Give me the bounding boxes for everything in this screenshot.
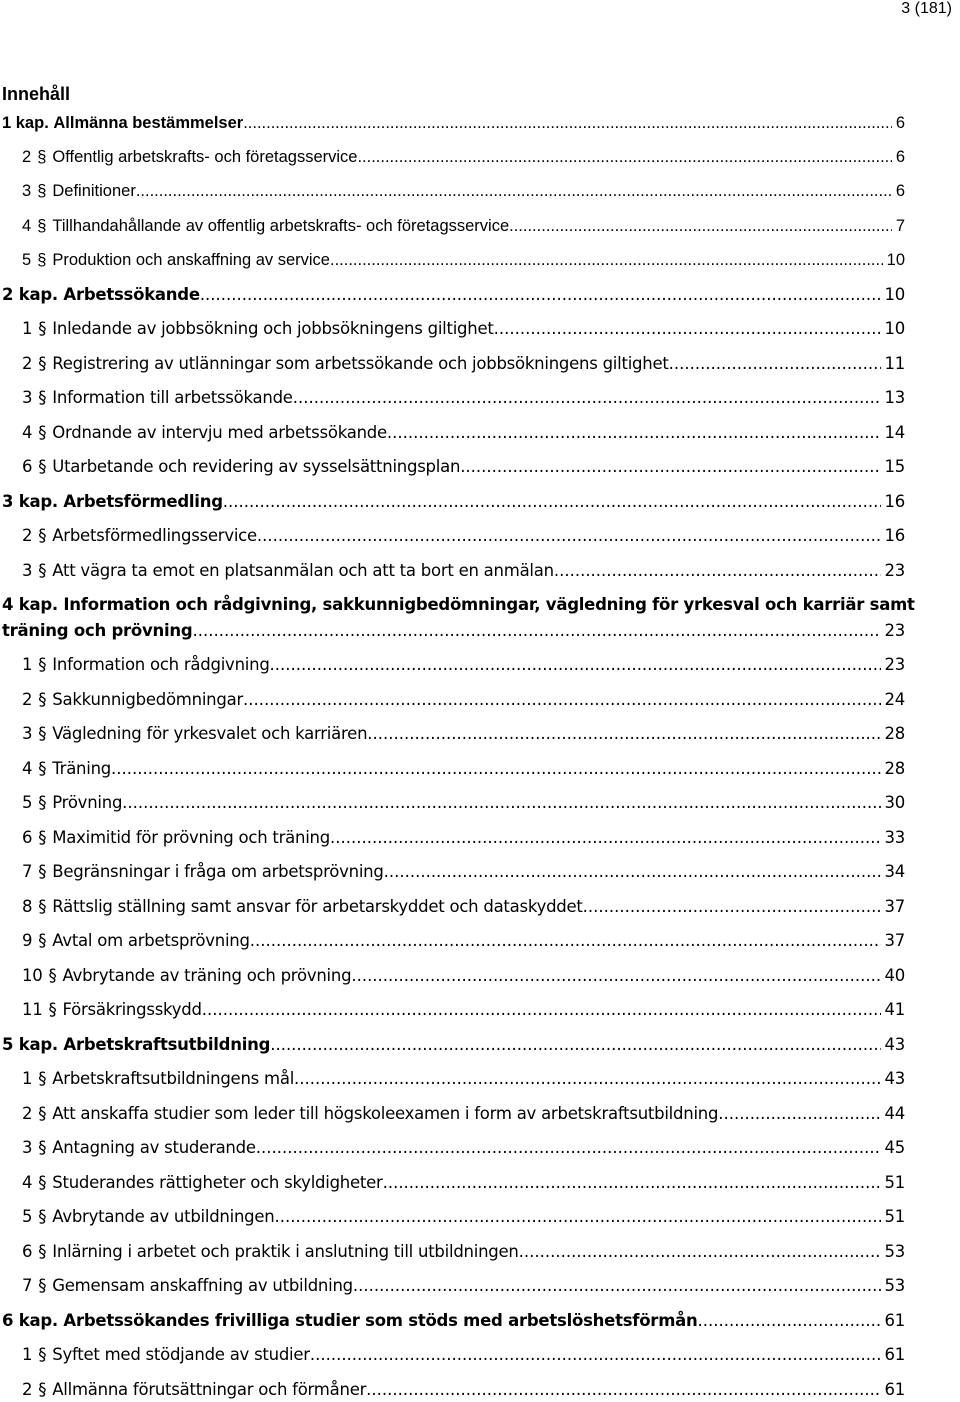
toc-entry-page-number: 41 [884, 1000, 905, 1019]
toc-title: Innehåll [2, 84, 71, 104]
toc-entry-page-number: 33 [884, 828, 905, 847]
toc-section-entry[interactable] [22, 1069, 905, 1089]
section-sign-icon: § [48, 1000, 57, 1019]
toc-entry-page-number: 61 [884, 1380, 905, 1399]
dot-leader [243, 690, 880, 710]
toc-entry-number: 2 kap. [2, 285, 58, 304]
dot-leader [122, 793, 880, 813]
toc-entry-label: Studerandes rättigheter och skyldigheter [52, 1173, 383, 1192]
dot-leader [583, 897, 881, 917]
toc-entry-label: Offentlig arbetskrafts- och företagsservice [52, 148, 358, 166]
section-sign-icon: § [38, 793, 47, 812]
toc-entry-number: 6 [22, 457, 33, 476]
section-sign-icon: § [48, 966, 57, 985]
toc-entry-label: Definitioner [52, 182, 136, 200]
toc-chapter-entry[interactable] [2, 1035, 905, 1055]
toc-section-entry[interactable] [22, 1276, 905, 1296]
toc-entry-number: 2 [22, 148, 32, 166]
dot-leader [460, 457, 880, 477]
toc-entry-number: 7 [22, 1276, 33, 1295]
toc-entry-number: 1 [22, 319, 33, 338]
toc-entry-page-number: 37 [884, 931, 905, 950]
toc-chapter-entry[interactable] [2, 595, 915, 641]
dot-leader [718, 1104, 880, 1124]
toc-entry-page-number: 40 [884, 966, 905, 985]
toc-entry-number: 4 [22, 759, 33, 778]
toc-section-entry[interactable] [22, 319, 905, 339]
dot-leader [192, 621, 880, 641]
toc-entry-label: Registrering av utlänningar som arbetssökande och jobbsökningens giltighet [52, 354, 669, 373]
toc-entry-number: 6 kap. [2, 1311, 58, 1330]
toc-chapter-entry[interactable] [2, 285, 905, 305]
toc-entry-label: Syftet med stödjande av studier [52, 1345, 310, 1364]
toc-entry-number: 3 [22, 1138, 33, 1157]
page-number-header: 3 (181) [901, 0, 952, 17]
toc-entry-label: Sakkunnigbedömningar [52, 690, 244, 709]
dot-leader [519, 1242, 881, 1262]
toc-entry-number: 3 [22, 182, 32, 200]
toc-entry-label: Att anskaffa studier som leder till högskoleexamen i form av arbetskraftsutbildning [52, 1104, 719, 1123]
section-sign-icon: § [38, 1345, 47, 1364]
dot-leader [367, 724, 880, 744]
toc-section-entry[interactable] [22, 181, 905, 201]
dot-leader [387, 423, 881, 443]
toc-entry-page-number: 6 [895, 148, 905, 166]
dot-leader [351, 966, 880, 986]
section-sign-icon: § [38, 828, 47, 847]
toc-entry-page-number: 28 [884, 724, 905, 743]
toc-entry-page-number: 61 [884, 1345, 905, 1364]
section-sign-icon: § [37, 251, 47, 269]
toc-entry-page-number: 16 [884, 492, 905, 511]
toc-entry-number: 7 [22, 862, 33, 881]
toc-entry-label: Att vägra ta emot en platsanmälan och att ta bort en anmälan [52, 561, 554, 580]
toc-section-entry[interactable] [22, 1138, 905, 1158]
toc-entry-label: Allmänna förutsättningar och förmåner [52, 1380, 367, 1399]
section-sign-icon: § [38, 897, 47, 916]
toc-entry-number: 2 [22, 526, 33, 545]
toc-section-entry[interactable] [22, 526, 905, 546]
toc-entry-page-number: 10 [884, 285, 905, 304]
toc-section-entry[interactable] [22, 354, 905, 374]
toc-entry-label: Arbetssökandes frivilliga studier som stöds med arbetslöshetsförmån [63, 1311, 698, 1330]
toc-entry-number: 2 [22, 1380, 33, 1399]
toc-entry-page-number: 11 [884, 354, 905, 373]
dot-leader [270, 1035, 880, 1055]
toc-entry-number: 3 [22, 724, 33, 743]
dot-leader [243, 113, 892, 133]
toc-entry-page-number: 28 [884, 759, 905, 778]
toc-entry-page-number: 53 [884, 1276, 905, 1295]
toc-entry-page-number: 15 [884, 457, 905, 476]
toc-entry-number: 1 kap. [2, 114, 49, 132]
toc-entry-label: Arbetsförmedlingsservice [52, 526, 257, 545]
toc-section-entry[interactable] [22, 655, 905, 675]
dot-leader [330, 250, 883, 270]
section-sign-icon: § [38, 1380, 47, 1399]
section-sign-icon: § [38, 1173, 47, 1192]
section-sign-icon: § [38, 457, 47, 476]
toc-entry-label: Information till arbetssökande [52, 388, 293, 407]
dot-leader [223, 492, 881, 512]
toc-section-entry[interactable] [22, 147, 905, 167]
toc-entry-page-number: 43 [884, 1035, 905, 1054]
toc-entry-label: Produktion och anskaffning av service [52, 251, 330, 269]
toc-entry-label: Information och rådgivning [52, 655, 270, 674]
toc-entry-page-number: 44 [884, 1104, 905, 1123]
toc-entry-label: Gemensam anskaffning av utbildning [52, 1276, 353, 1295]
dot-leader [509, 216, 892, 236]
toc-entry-label: Avtal om arbetsprövning [52, 931, 250, 950]
toc-entry-label: Arbetssökande [63, 285, 200, 304]
dot-leader [270, 655, 881, 675]
toc-entry-label: Begränsningar i fråga om arbetsprövning [52, 862, 384, 881]
toc-entry-label: Vägledning för yrkesvalet och karriären [52, 724, 368, 743]
toc-entry-label: Prövning [52, 793, 123, 812]
dot-leader [353, 1276, 881, 1296]
toc-entry-page-number: 6 [895, 182, 905, 200]
toc-entry-page-number: 51 [884, 1207, 905, 1226]
toc-section-entry[interactable] [22, 1173, 905, 1193]
toc-entry-label: Försäkringsskydd [62, 1000, 202, 1019]
section-sign-icon: § [38, 1242, 47, 1261]
dot-leader [136, 181, 892, 201]
toc-entry-page-number: 10 [884, 319, 905, 338]
dot-leader [200, 285, 881, 305]
toc-chapter-entry[interactable] [2, 113, 905, 133]
toc-entry-number: 6 [22, 1242, 33, 1261]
toc-entry-label: Allmänna bestämmelser [53, 114, 244, 132]
toc-entry-page-number: 51 [884, 1173, 905, 1192]
toc-entry-number: 5 kap. [2, 1035, 58, 1054]
toc-entry-page-number: 13 [884, 388, 905, 407]
toc-section-entry[interactable] [22, 828, 905, 848]
toc-section-entry[interactable] [22, 897, 905, 917]
toc-entry-label: Inlärning i arbetet och praktik i anslutning till utbildningen [52, 1242, 519, 1261]
toc-section-entry[interactable] [22, 216, 905, 236]
toc-entry-label: Rättslig ställning samt ansvar för arbetarskyddet och dataskyddet [52, 897, 583, 916]
toc-entry-number: 10 [22, 966, 43, 985]
toc-entry-label: Arbetskraftsutbildningens mål [52, 1069, 295, 1088]
toc-entry-number: 2 [22, 354, 33, 373]
toc-entry-label-line2: träning och prövning [2, 621, 193, 640]
section-sign-icon: § [38, 354, 47, 373]
toc-entry-number: 1 [22, 1069, 33, 1088]
toc-section-entry[interactable] [22, 1104, 905, 1124]
dot-leader [357, 147, 891, 167]
toc-entry-label: Inledande av jobbsökning och jobbsökningens giltighet [52, 319, 494, 338]
toc-entry-page-number: 6 [895, 114, 905, 132]
section-sign-icon: § [37, 148, 47, 166]
toc-entry-number: 3 [22, 561, 33, 580]
toc-entry-number: 3 [22, 388, 33, 407]
toc-entry-number: 11 [22, 1000, 43, 1019]
toc-entry-number: 9 [22, 931, 33, 950]
toc-entry-number: 5 [22, 251, 32, 269]
toc-entry-page-number: 24 [884, 690, 905, 709]
toc-section-entry[interactable] [22, 1242, 905, 1262]
dot-leader [554, 561, 881, 581]
section-sign-icon: § [37, 182, 47, 200]
toc-section-entry[interactable] [22, 966, 905, 986]
dot-leader [275, 1207, 881, 1227]
toc-entry-page-number: 45 [884, 1138, 905, 1157]
section-sign-icon: § [38, 931, 47, 950]
toc-chapter-entry[interactable] [2, 492, 905, 512]
toc-section-entry[interactable] [22, 457, 905, 477]
toc-entry-label: Information och rådgivning, sakkunnigbedömningar, vägledning för yrkesval och karriär samt [63, 595, 915, 614]
toc-entry-page-number: 16 [884, 526, 905, 545]
toc-section-entry[interactable] [22, 388, 905, 408]
toc-entry-page-number: 30 [884, 793, 905, 812]
toc-entry-label: Ordnande av intervju med arbetssökande [52, 423, 387, 442]
dot-leader [250, 931, 881, 951]
toc-entry-number: 1 [22, 655, 33, 674]
section-sign-icon: § [38, 759, 47, 778]
toc-section-entry[interactable] [22, 561, 905, 581]
section-sign-icon: § [38, 423, 47, 442]
toc-entry-page-number: 23 [884, 561, 905, 580]
toc-section-entry[interactable] [22, 724, 905, 744]
toc-section-entry[interactable] [22, 423, 905, 443]
toc-entry-page-number: 53 [884, 1242, 905, 1261]
toc-entry-page-number: 14 [884, 423, 905, 442]
toc-entry-label: Avbrytande av träning och prövning [62, 966, 352, 985]
section-sign-icon: § [38, 690, 47, 709]
toc-section-entry[interactable] [22, 1000, 905, 1020]
toc-entry-number: 5 [22, 1207, 33, 1226]
toc-entry-label: Avbrytande av utbildningen [52, 1207, 275, 1226]
toc-entry-number: 6 [22, 828, 33, 847]
section-sign-icon: § [38, 1138, 47, 1157]
toc-entry-page-number: 23 [884, 621, 905, 640]
dot-leader [366, 1380, 880, 1400]
toc-entry-number: 5 [22, 793, 33, 812]
section-sign-icon: § [37, 217, 47, 235]
toc-entry-label: Utarbetande och revidering av sysselsättningsplan [52, 457, 461, 476]
toc-entry-label: Arbetskraftsutbildning [63, 1035, 271, 1054]
toc-entry-label: Antagning av studerande [52, 1138, 256, 1157]
toc-entry-label: Maximitid för prövning och träning [52, 828, 330, 847]
dot-leader [698, 1311, 881, 1331]
section-sign-icon: § [38, 319, 47, 338]
toc-entry-number: 3 kap. [2, 492, 58, 511]
toc-chapter-entry[interactable] [2, 1311, 905, 1331]
toc-section-entry[interactable] [22, 1345, 905, 1365]
toc-entry-number: 4 [22, 1173, 33, 1192]
section-sign-icon: § [38, 1069, 47, 1088]
toc-entry-label: Träning [52, 759, 112, 778]
toc-section-entry[interactable] [22, 862, 905, 882]
toc-entry-number: 4 kap. [2, 595, 58, 614]
toc-entry-number: 1 [22, 1345, 33, 1364]
toc-entry-number: 8 [22, 897, 33, 916]
toc-entry-page-number: 34 [884, 862, 905, 881]
toc-section-entry[interactable] [22, 1207, 905, 1227]
dot-leader [293, 388, 881, 408]
toc-entry-number: 2 [22, 1104, 33, 1123]
toc-entry-page-number: 7 [895, 217, 905, 235]
dot-leader [494, 319, 881, 339]
dot-leader [310, 1345, 881, 1365]
dot-leader [294, 1069, 880, 1089]
dot-leader [256, 1138, 881, 1158]
dot-leader [202, 1000, 881, 1020]
toc-entry-page-number: 23 [884, 655, 905, 674]
toc-section-entry[interactable] [22, 931, 905, 951]
toc-entry-page-number: 37 [884, 897, 905, 916]
toc-entry-page-number: 61 [884, 1311, 905, 1330]
toc-entry-number: 4 [22, 217, 32, 235]
toc-section-entry[interactable] [22, 759, 905, 779]
section-sign-icon: § [38, 1104, 47, 1123]
toc-section-entry[interactable] [22, 250, 905, 270]
toc-entry-label: Tillhandahållande av offentlig arbetskrafts- och företagsservice [52, 217, 510, 235]
section-sign-icon: § [38, 388, 47, 407]
toc-entry-page-number: 43 [884, 1069, 905, 1088]
section-sign-icon: § [38, 724, 47, 743]
dot-leader [669, 354, 881, 374]
section-sign-icon: § [38, 1207, 47, 1226]
section-sign-icon: § [38, 561, 47, 580]
toc-entry-label-line1 [2, 595, 915, 615]
toc-section-entry[interactable] [22, 690, 905, 710]
toc-section-entry[interactable] [22, 793, 905, 813]
section-sign-icon: § [38, 1276, 47, 1295]
section-sign-icon: § [38, 655, 47, 674]
toc-entry-number: 4 [22, 423, 33, 442]
dot-leader [257, 526, 881, 546]
toc-entry-page-number: 10 [886, 251, 905, 269]
dot-leader [384, 862, 881, 882]
dot-leader [330, 828, 881, 848]
toc-entry-label: Arbetsförmedling [63, 492, 223, 511]
toc-section-entry[interactable] [22, 1380, 905, 1400]
dot-leader [383, 1173, 881, 1193]
section-sign-icon: § [38, 862, 47, 881]
toc-entry-number: 2 [22, 690, 33, 709]
dot-leader [111, 759, 880, 779]
section-sign-icon: § [38, 526, 47, 545]
